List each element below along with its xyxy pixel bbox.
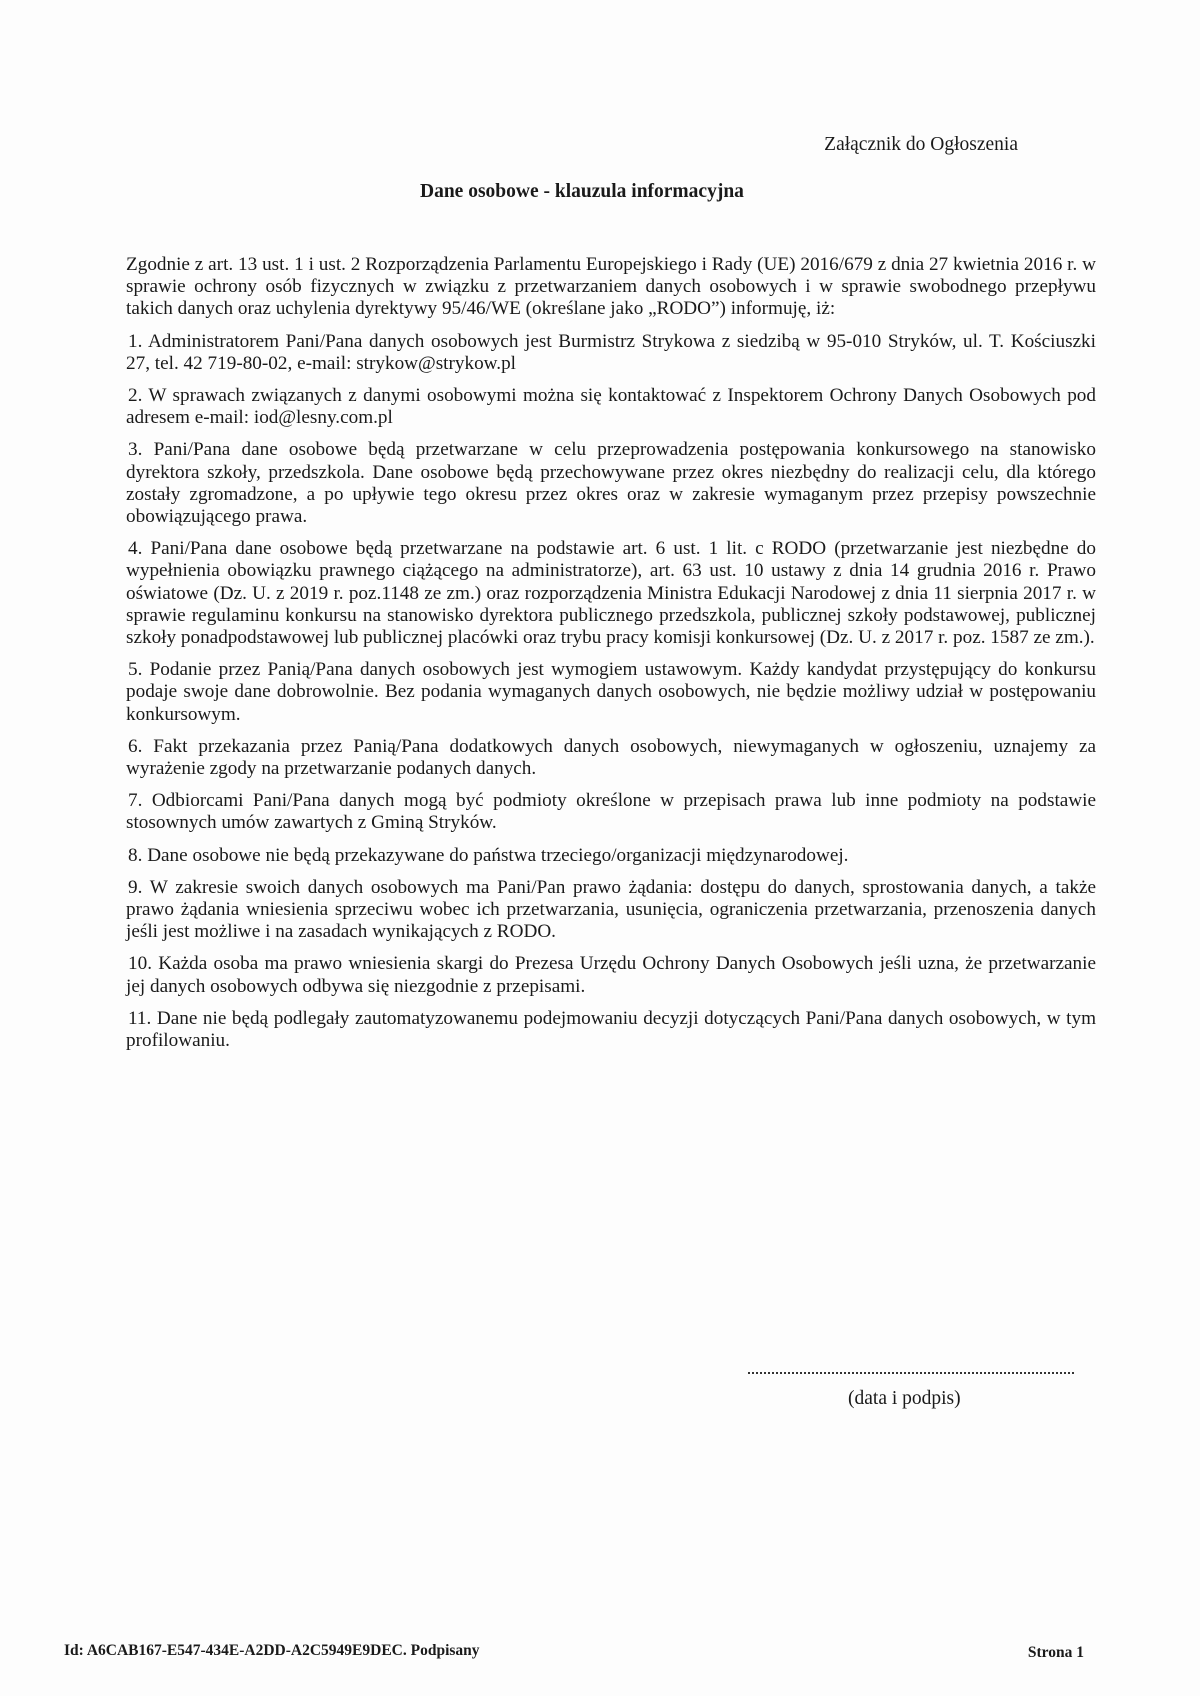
clause-3: 3. Pani/Pana dane osobowe będą przetwarzane w celu przeprowadzenia postępowania konkursowego na stanowisko dyrektora szkoły, przedszkola. Dane osobowe będą przechowywane przez okres niezbędny do realizacji celu, dla którego zostały zgromadzone, a po upływie tego okresu przez okres oraz w zakresie wymaganym przez przepisy powszechnie obowiązującego prawa. (126, 439, 1096, 528)
document-title: Dane osobowe - klauzula informacyjna (420, 181, 744, 202)
signature-line (748, 1372, 1074, 1374)
clause-2: 2. W sprawach związanych z danymi osobowymi można się kontaktować z Inspektorem Ochrony Danych Osobowych pod adresem e-mail: iod@lesny.com.pl (126, 385, 1096, 429)
document-body (126, 254, 1096, 1062)
clause-11: 11. Dane nie będą podlegały zautomatyzowanemu podejmowaniu decyzji dotyczących Pani/Pana danych osobowych, w tym profilowaniu. (126, 1007, 1096, 1052)
clause-9: 9. W zakresie swoich danych osobowych ma Pani/Pan prawo żądania: dostępu do danych, sprostowania danych, a także prawo żądania wniesienia sprzeciwu wobec ich przetwarzania, usunięcia, ograniczenia przetwarzania, przenoszenia danych jeśli jest możliwe i na zasadach wynikających z RODO. (126, 876, 1096, 943)
clause-10: 10. Każda osoba ma prawo wniesienia skargi do Prezesa Urzędu Ochrony Danych Osobowych jeśli uzna, że przetwarzanie jej danych osobowych odbywa się niezgodnie z przepisami. (126, 953, 1096, 997)
page-number: Strona 1 (1027, 1644, 1084, 1661)
clause-4: 4. Pani/Pana dane osobowe będą przetwarzane na podstawie art. 6 ust. 1 lit. c RODO (przetwarzanie jest niezbędne do wypełnienia obowiązku prawnego ciążącego na administratorze), art. 63 ust. 10 ustawy z dnia 14 grudnia 2016 r. Prawo oświatowe (Dz. U. z 2019 r. poz.1148 ze zm.) oraz rozporządzenia Ministra Edukacji Narodowej z dnia 11 sierpnia 2017 r. w sprawie regulaminu konkursu na stanowisko dyrektora publicznego przedszkola, publicznej szkoły podstawowej, publicznej szkoły ponadpodstawowej lub publicznej placówki oraz trybu pracy komisji konkursowej (Dz. U. z 2017 r. poz. 1587 ze zm.). (126, 538, 1096, 649)
intro-paragraph: Zgodnie z art. 13 ust. 1 i ust. 2 Rozporządzenia Parlamentu Europejskiego i Rady (UE) 2016/679 z dnia 27 kwietnia 2016 r. w sprawie ochrony osób fizycznych w związku z przetwarzaniem danych osobowych i w sprawie swobodnego przepływu takich danych oraz uchylenia dyrektywy 95/46/WE (określane jako „RODO”) informuję, iż: (126, 254, 1096, 320)
attachment-label: Załącznik do Ogłoszenia (824, 134, 1018, 155)
clause-5: 5. Podanie przez Panią/Pana danych osobowych jest wymogiem ustawowym. Każdy kandydat przystępujący do konkursu podaje swoje dane dobrowolnie. Bez podania wymaganych danych osobowych, nie będzie możliwy udział w postępowaniu konkursowym. (126, 659, 1096, 725)
clause-8: 8. Dane osobowe nie będą przekazywane do państwa trzeciego/organizacji międzynarodowej. (128, 844, 849, 866)
clause-6: 6. Fakt przekazania przez Panią/Pana dodatkowych danych osobowych, niewymaganych w ogłoszeniu, uznajemy za wyrażenie zgody na przetwarzanie podanych danych. (126, 735, 1096, 780)
document-id: Id: A6CAB167-E547-434E-A2DD-A2C5949E9DEC. Podpisany (64, 1642, 480, 1659)
signature-caption: (data i podpis) (848, 1388, 961, 1409)
clause-1: 1. Administratorem Pani/Pana danych osobowych jest Burmistrz Strykowa z siedzibą w 95-010 Stryków, ul. T. Kościuszki 27, tel. 42 719-80-02, e-mail: strykow@strykow.pl (126, 330, 1096, 374)
clause-7: 7. Odbiorcami Pani/Pana danych mogą być podmioty określone w przepisach prawa lub inne podmioty na podstawie stosownych umów zawartych z Gminą Stryków. (126, 790, 1096, 834)
